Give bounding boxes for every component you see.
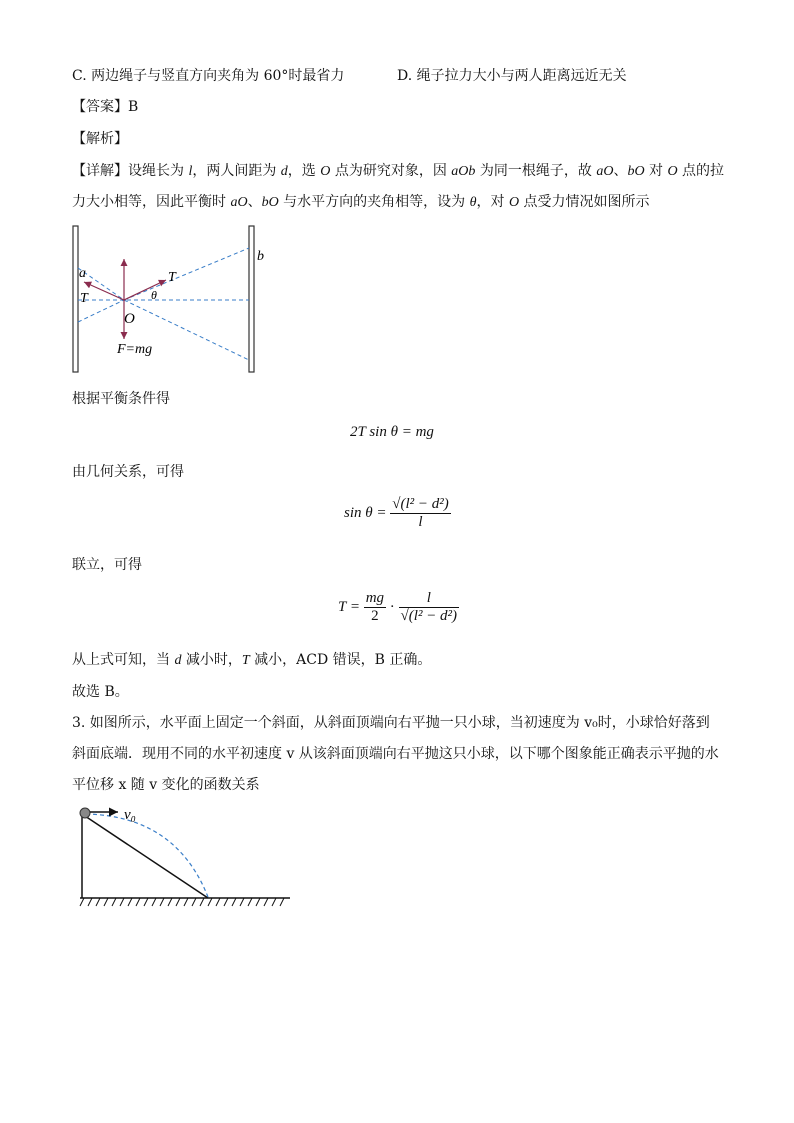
incline-diagram (76, 802, 296, 914)
eq3-f2-denominator: √(l² − d²) (400, 608, 458, 624)
q3-line-1: 3. 如图所示，水平面上固定一个斜面，从斜面顶端向右平抛一只小球，当初速度为 v₀时，小球恰好落到 (72, 715, 710, 731)
label-theta: θ (151, 288, 157, 302)
tension-right-arrow (124, 280, 166, 300)
equation-2 (344, 496, 451, 531)
step-choice: 故选 B。 (72, 684, 129, 700)
eq3-dot: · (389, 599, 395, 615)
text-run: 力大小相等，因此平衡时 (72, 194, 231, 210)
q3-line-2: 斜面底端．现用不同的水平初速度 v 从该斜面顶端向右平抛这只小球，以下哪个图象能正确表示平抛的水 (72, 746, 719, 762)
trajectory-curve (86, 814, 208, 897)
detail-line-2 (72, 192, 650, 213)
text-run: 为同一根绳子，故 (475, 163, 597, 179)
text-run: 、 (247, 194, 262, 210)
label-a: a (79, 266, 86, 281)
label-T-right: T (168, 270, 176, 285)
q3-line-3: 平位移 x 随 v 变化的函数关系 (72, 777, 260, 793)
text-run: 减小，ACD 错误，B 正确。 (249, 652, 432, 668)
text-run: 与水平方向的夹角相等，设为 (278, 194, 470, 210)
step-conclusion (72, 650, 431, 671)
label-T-left: T (80, 291, 88, 306)
var-bO: bO (627, 164, 645, 179)
eq2-denominator: l (418, 514, 423, 530)
var-O: O (508, 195, 520, 210)
answer-label: 【答案】 (72, 99, 128, 115)
label-v0: v₀ (124, 807, 136, 823)
eq3-fraction-1 (364, 590, 386, 625)
var-l: l (188, 164, 193, 179)
option-c: C. 两边绳子与竖直方向夹角为 60°时最省力 (72, 68, 345, 84)
text-run: 、 (613, 163, 628, 179)
text-run: 点的拉 (677, 163, 725, 179)
eq2-fraction (390, 496, 451, 531)
answer-line (72, 97, 138, 117)
eq2-lhs: sin θ = (344, 505, 387, 521)
var-bO: bO (261, 195, 279, 210)
text-run: 设绳长为 (128, 163, 189, 179)
var-theta: θ (469, 195, 477, 210)
text-run: 对 (644, 163, 668, 179)
rope-Ob (124, 248, 249, 300)
option-d: D. 绳子拉力大小与两人距离远近无关 (397, 68, 627, 84)
equation-3 (338, 590, 459, 625)
var-T: T (241, 653, 250, 668)
equation-1: 2T sin θ = mg (350, 424, 434, 440)
eq3-f2-numerator: l (399, 590, 460, 608)
text-run: 点受力情况如图所示 (519, 194, 650, 210)
ball (80, 808, 90, 818)
step-geometry: 由几何关系，可得 (72, 464, 184, 480)
text-run: ，对 (476, 194, 509, 210)
label-F: F=mg (117, 342, 153, 357)
force-diagram (68, 222, 278, 378)
left-pole (73, 226, 78, 372)
step-equilibrium: 根据平衡条件得 (72, 391, 170, 407)
text-run: 减小时， (181, 652, 242, 668)
incline-slope (82, 814, 208, 898)
right-pole (249, 226, 254, 372)
eq3-fraction-2 (399, 590, 460, 625)
analysis-label: 【解析】 (72, 131, 128, 147)
var-aO: aO (596, 164, 614, 179)
text-run: ，选 (287, 163, 321, 179)
ground-hatch (80, 898, 284, 906)
var-d: d (174, 653, 182, 668)
eq2-numerator: √(l² − d²) (392, 496, 449, 512)
text-run: 从上式可知，当 (72, 652, 175, 668)
step-combine: 联立，可得 (72, 557, 142, 573)
label-b: b (257, 249, 264, 264)
label-O: O (124, 311, 135, 327)
eq3-f1-numerator: mg (365, 590, 385, 606)
detail-line-1 (72, 161, 724, 182)
var-aO: aO (230, 195, 248, 210)
eq3-lhs: T = (338, 599, 360, 615)
eq3-f1-denominator: 2 (371, 608, 379, 624)
text-run: ，两人间距为 (192, 163, 281, 179)
var-O: O (320, 164, 331, 179)
tension-left-arrow (84, 282, 124, 300)
detail-label: 【详解】 (72, 163, 128, 179)
var-d: d (280, 164, 288, 179)
text-run: 点为研究对象，因 (330, 163, 452, 179)
var-aOb: aOb (451, 164, 476, 179)
answer-value: B (128, 99, 139, 115)
var-O: O (667, 164, 678, 179)
